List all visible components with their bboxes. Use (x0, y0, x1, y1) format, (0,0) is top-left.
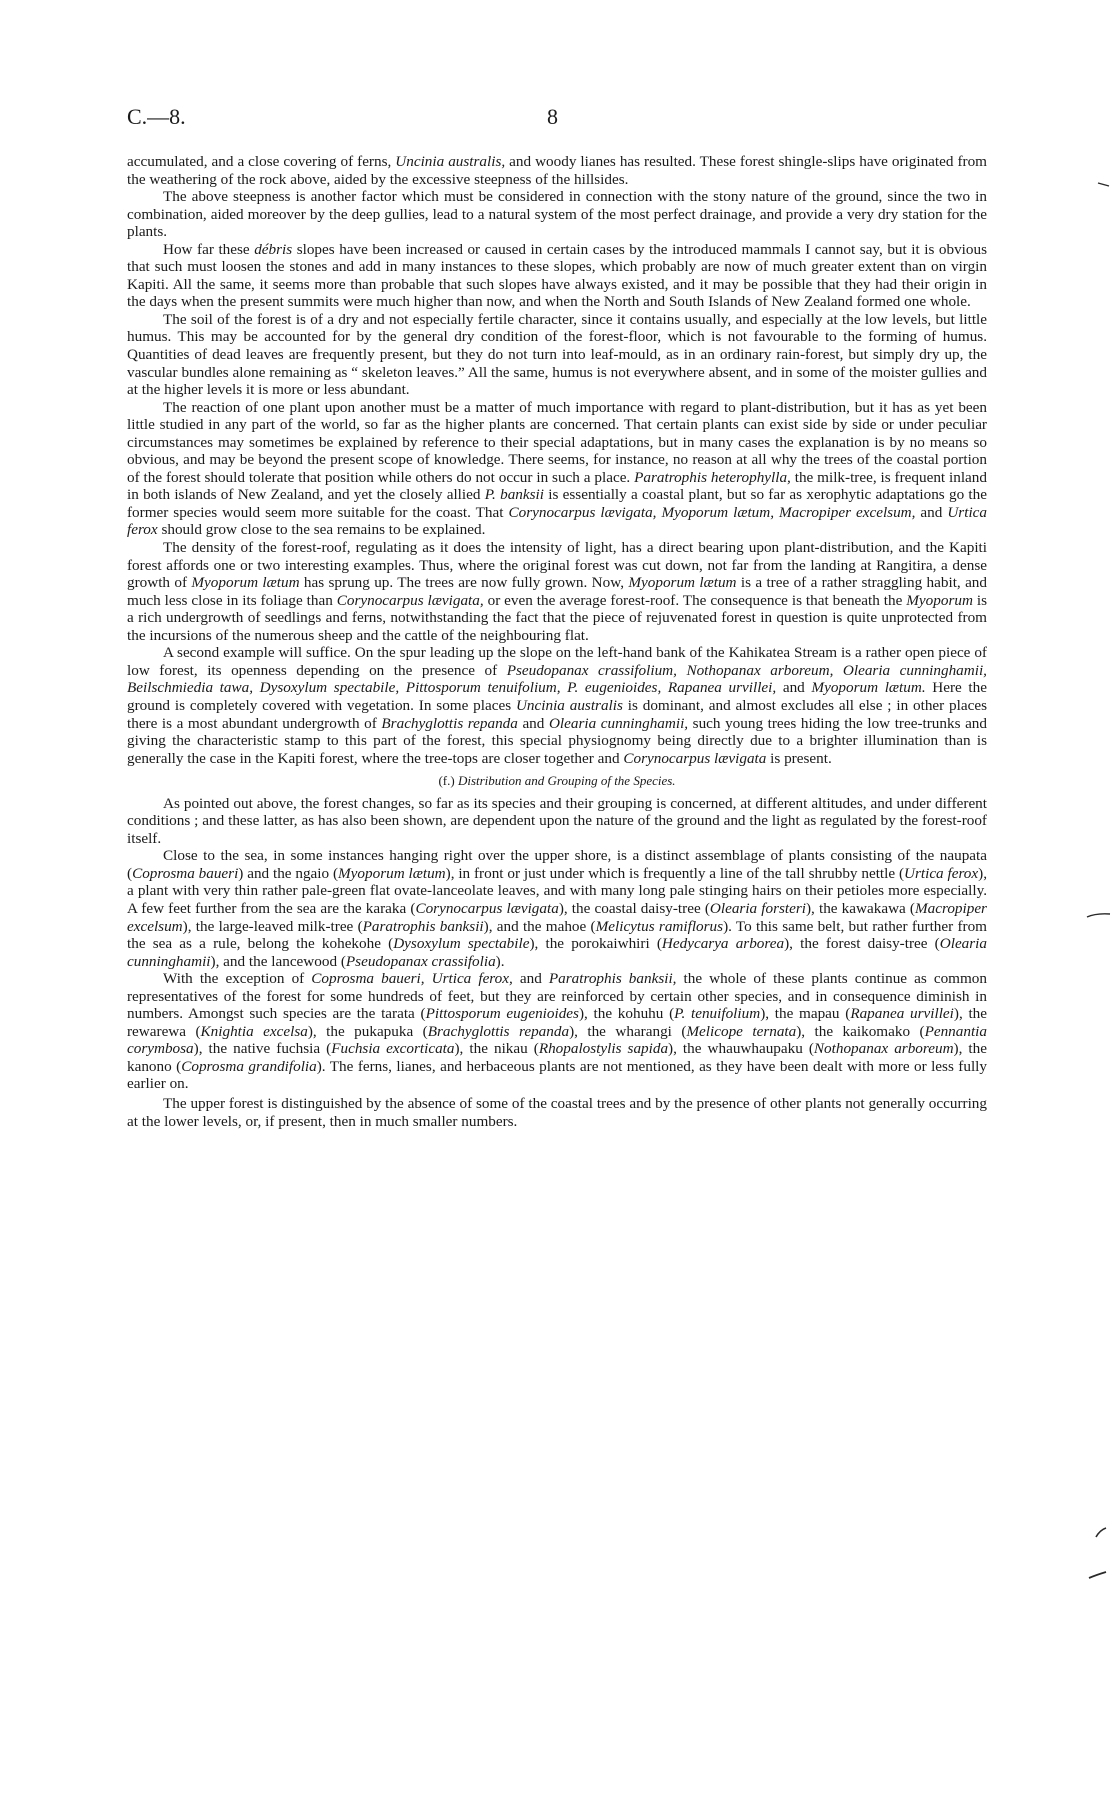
subheading-title: Distribution and Grouping of the Species. (457, 773, 676, 789)
body-text (127, 153, 987, 1130)
paragraph: As pointed out above, the forest changes, so far as its species and their grouping is concerned, at different altitudes, and under different conditions ; and these latter, as has also been shown, are dependent upon the nature of the ground and the light as regulated by the forest-roof itself. (127, 794, 987, 847)
document-reference: C.—8. (127, 104, 186, 129)
section-subheading (127, 772, 987, 790)
paragraph: Close to the sea, in some instances hanging right over the upper shore, is a distinct assemblage of plants consisting of the naupata (Coprosma baueri) and the ngaio (Myoporum lætum), in front or just under which is frequently a line of the tall shrubby nettle (Urtica ferox), a plant with very thin rather pale-green flat ovate-lanceolate leaves, and with many long pale stinging hairs on their petioles more especially. A few feet further from the sea are the karaka (Corynocarpus lævigata), the coastal daisy-tree (Olearia forsteri), the kawakawa (Macropiper excelsum), the large-leaved milk-tree (Paratrophis banksii), and the mahoe (Melicytus ramiflorus). To this same belt, but rather further from the sea as a rule, belong the kohekohe (Dysoxylum spectabile), the porokaiwhiri (Hedycarya arborea), the forest daisy-tree (Olearia cunninghamii), and the lancewood (Pseudopanax crassifolia). (127, 847, 987, 970)
paragraph: With the exception of Coprosma baueri, Urtica ferox, and Paratrophis banksii, the whole of these plants continue as common representatives of the forest for some hundreds of feet, but they are reinforced by certain other species, and in consequence diminish in numbers. Amongst such species are the tarata (Pittosporum eugenioides), the kohuhu (P. tenuifolium), the mapau (Rapanea urvillei), the rewarewa (Knightia excelsa), the pukapuka (Brachyglottis repanda), the wharangi (Melicope ternata), the kaikomako (Pennantia corymbosa), the native fuchsia (Fuchsia excorticata), the nikau (Rhopalostylis sapida), the whauwhaupaku (Nothopanax arboreum), the kanono (Coprosma grandifolia). The ferns, lianes, and herbaceous plants are not mentioned, as they have been dealt with more or less fully earlier on. (127, 970, 988, 1093)
paragraph: The soil of the forest is of a dry and not especially fertile character, since it contains usually, and especially at the low levels, but little humus. This may be accounted for by the general dry condition of the forest-floor, which is not favourable to the forming of humus. Quantities of dead leaves are frequently present, but they do not turn into leaf-mould, as in an ordinary rain-forest, but simply dry up, the vascular bundles alone remaining as “ skeleton leaves.” All the same, humus is not everywhere absent, and in some of the moister gullies and at the higher levels it is more or less abundant. (127, 310, 987, 399)
margin-mark (1097, 182, 1111, 188)
margin-mark (1086, 912, 1112, 918)
page-number: 8 (547, 104, 558, 129)
paragraph: How far these débris slopes have been increased or caused in certain cases by the introduced mammals I cannot say, but it is obvious that such must loosen the stones and add in many instances to these slopes, which probably are now of much greater extent than on virgin Kapiti. All the same, it seems more than probable that such slopes have always existed, and it may be possible that they had their origin in the days when the present summits were much higher than now, and when the North and South Islands of New Zealand formed one whole. (127, 240, 987, 311)
paragraph: The reaction of one plant upon another must be a matter of much importance with regard to plant-distribution, but it has as yet been little studied in any part of the world, so far as the higher plants are concerned. That certain plants can exist side by side or under peculiar circumstances may sometimes be explained by reference to their special adaptations, but in many cases the explanation is by no means so obvious, and may be beyond the present scope of knowledge. There seems, for instance, no reason at all why the trees of the coastal portion of the forest should tolerate that position while others do not occur in such a place. Paratrophis heterophylla, the milk-tree, is frequent inland in both islands of New Zealand, and yet the closely allied P. banksii is essentially a coastal plant, but so far as xerophytic adaptations go the former species would seem more suitable for the coast. That Corynocarpus lævigata, Myoporum lætum, Macropiper excelsum, and Urtica ferox should grow close to the sea remains to be explained. (127, 398, 987, 539)
paragraph: accumulated, and a close covering of ferns, Uncinia australis, and woody lianes has resulted. These forest shingle-slips have originated from the weathering of the rock above, aided by the excessive steepness of the hillsides. (127, 153, 987, 188)
margin-mark (1088, 1570, 1108, 1580)
paragraph: A second example will suffice. On the spur leading up the slope on the left-hand bank of the Kahikatea Stream is a rather open piece of low forest, its openness depending on the presence of Pseudopanax crassifolium, Nothopanax arboreum, Olearia cunninghamii, Beilschmiedia tawa, Dysoxylum spectabile, Pittosporum tenuifolium, P. eugenioides, Rapanea urvillei, and Myoporum lætum. Here the ground is completely covered with vegetation. In some places Uncinia australis is dominant, and almost excludes all else ; in other places there is a most abundant undergrowth of Brachyglottis repanda and Olearia cunninghamii, such young trees hiding the low tree-trunks and giving the characteristic stamp to this part of the forest, this special physiognomy being directly due to a brighter illumination than is generally the case in the Kapiti forest, where the tree-tops are closer together and Corynocarpus lævigata is present. (127, 644, 987, 767)
margin-mark (1094, 1527, 1108, 1539)
paragraph: The above steepness is another factor which must be considered in connection with the stony nature of the ground, since the two in combination, aided moreover by the deep gullies, lead to a natural system of the most perfect drainage, and provide a very dry station for the plants. (127, 188, 987, 241)
paragraph: The upper forest is distinguished by the absence of some of the coastal trees and by the presence of other plants not generally occurring at the lower levels, or, if present, then in much smaller numbers. (127, 1094, 987, 1130)
page-header (127, 104, 987, 134)
subheading-label: (f.) (438, 773, 455, 789)
paragraph: The density of the forest-roof, regulating as it does the intensity of light, has a direct bearing upon plant-distribution, and the Kapiti forest affords one or two interesting examples. Thus, where the original forest was cut down, not far from the landing at Rangitira, a dense growth of Myoporum lætum has sprung up. The trees are now fully grown. Now, Myoporum lætum is a tree of a rather straggling habit, and much less close in its foliage than Corynocarpus lævigata, or even the average forest-roof. The consequence is that beneath the Myoporum is a rich undergrowth of seedlings and ferns, notwithstanding the fact that the piece of rejuvenated forest in question is quite unprotected from the incursions of the numerous sheep and the cattle of the neighbouring flat. (127, 539, 987, 644)
